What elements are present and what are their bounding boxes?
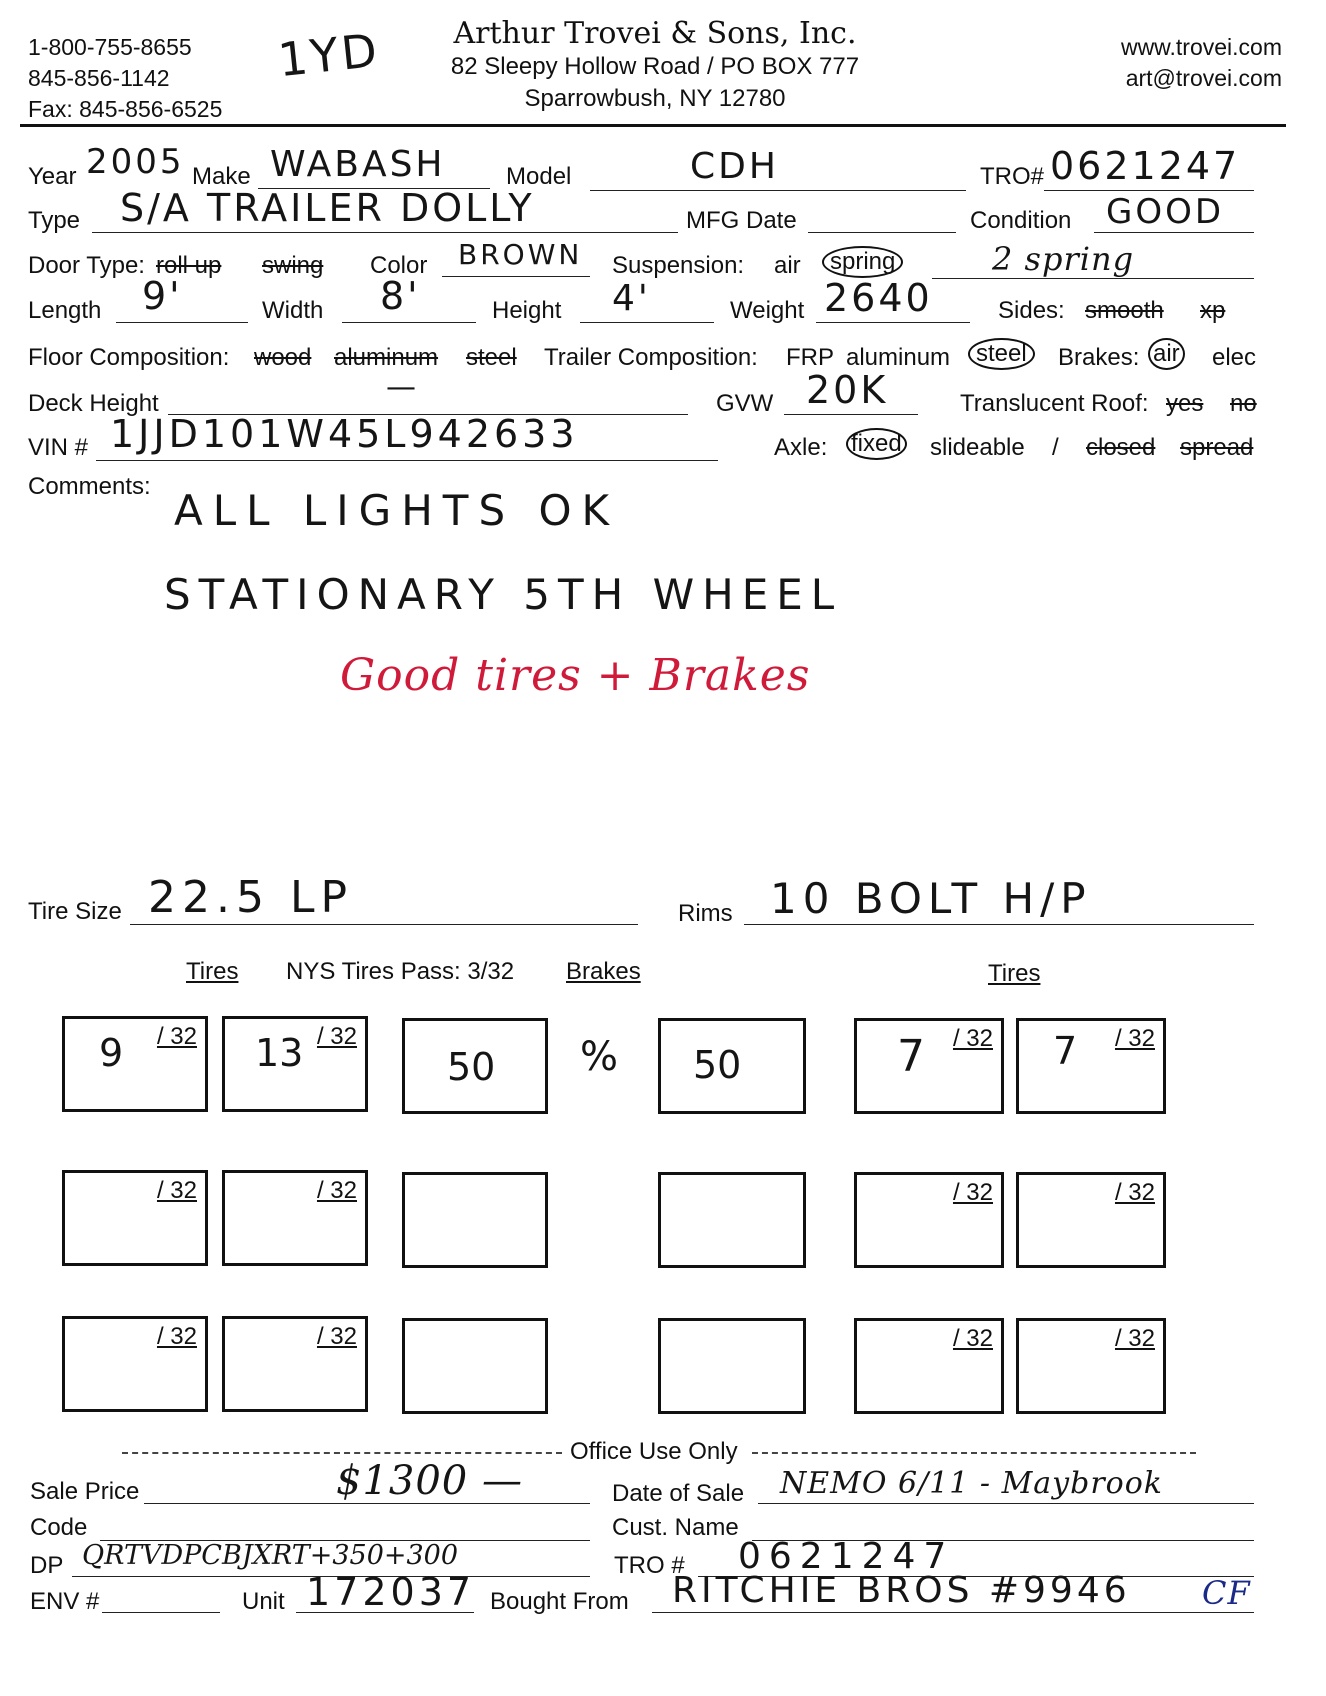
suspension-label: Suspension: — [612, 252, 745, 279]
date-of-sale-line — [758, 1503, 1254, 1504]
floor-opt-wood: wood — [254, 344, 312, 371]
rims-line — [744, 924, 1254, 925]
sides-opt-smooth: smooth — [1085, 297, 1164, 324]
tire-box-r1[interactable] — [854, 1172, 1004, 1268]
tire-box-l2[interactable] — [222, 1170, 368, 1266]
tro-value: 0621247 — [1050, 144, 1241, 188]
tire-box-r2[interactable] — [1016, 1318, 1166, 1414]
brake-value: 50 — [693, 1043, 742, 1087]
sale-price-label: Sale Price — [30, 1478, 140, 1505]
cust-name-label: Cust. Name — [612, 1514, 739, 1541]
unit-label: Unit — [242, 1588, 285, 1615]
color-line — [442, 276, 590, 277]
brake-value: 50 — [447, 1045, 496, 1089]
color-value: BROWN — [458, 238, 583, 271]
header-divider — [20, 124, 1286, 127]
condition-line — [1094, 232, 1254, 233]
width-line — [342, 322, 476, 323]
tro-line — [1044, 190, 1254, 191]
length-value: 9' — [142, 274, 183, 318]
comments-label: Comments: — [28, 473, 151, 500]
initials: CF — [1202, 1574, 1251, 1612]
vin-label: VIN # — [28, 434, 89, 461]
tire-box-r1[interactable] — [854, 1318, 1004, 1414]
company-address-2: Sparrowbush, NY 12780 — [524, 85, 786, 112]
model-label: Model — [506, 163, 572, 190]
tire-value: 7 — [1053, 1029, 1078, 1073]
sale-price-line — [144, 1503, 590, 1504]
weight-label: Weight — [730, 297, 805, 324]
gvw-label: GVW — [716, 390, 774, 417]
rims-value: 10 BOLT H/P — [770, 874, 1092, 923]
code-label: Code — [30, 1514, 88, 1541]
color-label: Color — [370, 252, 428, 279]
tire-box-l1[interactable] — [62, 1316, 208, 1412]
make-value: WABASH — [270, 144, 446, 185]
tire-value: 7 — [897, 1031, 925, 1082]
brake-box-r[interactable] — [658, 1318, 806, 1414]
tire-box-l1[interactable] — [62, 1170, 208, 1266]
header-contact — [28, 32, 222, 125]
vin-line — [96, 460, 718, 461]
tire-value: 13 — [255, 1031, 304, 1075]
axle-opt-spread: spread — [1180, 434, 1254, 461]
office-dash-left — [122, 1452, 562, 1454]
col-tires-left: Tires — [186, 958, 239, 985]
header-web — [1121, 32, 1282, 94]
axle-opt-fixed: fixed — [846, 428, 907, 460]
sides-label: Sides: — [998, 297, 1065, 324]
length-line — [116, 322, 248, 323]
unit-value: 172037 — [306, 1570, 476, 1614]
type-label: Type — [28, 207, 81, 234]
rims-label: Rims — [678, 900, 733, 927]
unit-line — [296, 1612, 474, 1613]
env-line — [102, 1612, 220, 1613]
office-tro-label: TRO # — [614, 1552, 685, 1579]
height-label: Height — [492, 297, 562, 324]
brake-box-l[interactable] — [402, 1018, 548, 1114]
date-of-sale-label: Date of Sale — [612, 1480, 745, 1507]
roof-label: Translucent Roof: — [960, 390, 1149, 417]
door-type-label: Door Type: — [28, 252, 145, 279]
mfg-line — [808, 232, 956, 233]
tire-frac: / 32 — [156, 1323, 197, 1350]
tc-opt-steel: steel — [968, 338, 1035, 370]
company-name: Arthur Trovei & Sons, Inc. — [453, 16, 857, 51]
website-link[interactable]: www.trovei.com — [1120, 34, 1282, 60]
tire-value: 9 — [99, 1031, 124, 1075]
deck-height-label: Deck Height — [28, 390, 159, 417]
handwritten-note: 1YD — [275, 22, 383, 88]
brake-box-l[interactable] — [402, 1172, 548, 1268]
brakes-opt-air: air — [1148, 338, 1185, 370]
roof-opt-no: no — [1230, 390, 1257, 417]
roof-opt-yes: yes — [1166, 390, 1204, 417]
bought-from-line — [652, 1612, 1254, 1613]
tc-opt-aluminum: aluminum — [846, 344, 951, 371]
bought-from-value: RITCHIE BROS #9946 — [672, 1570, 1131, 1611]
floor-label: Floor Composition: — [28, 344, 230, 371]
susp-opt-air: air — [774, 252, 801, 279]
tire-size-line — [130, 924, 638, 925]
tire-frac: / 32 — [952, 1325, 993, 1352]
nys-tires-note: NYS Tires Pass: 3/32 — [286, 958, 515, 985]
axle-label: Axle: — [774, 434, 828, 461]
tire-box-l2[interactable] — [222, 1016, 368, 1112]
deck-height-value: — — [386, 370, 419, 405]
phone-local: 845-856-1142 — [28, 65, 170, 91]
tire-frac: / 32 — [156, 1177, 197, 1204]
floor-opt-aluminum: aluminum — [334, 344, 439, 371]
brakes-label: Brakes: — [1058, 344, 1140, 371]
tire-frac: / 32 — [952, 1025, 993, 1052]
floor-opt-steel: steel — [466, 344, 517, 371]
width-label: Width — [262, 297, 324, 324]
tire-box-l2[interactable] — [222, 1316, 368, 1412]
tire-size-label: Tire Size — [28, 898, 122, 925]
suspension-value: 2 spring — [992, 240, 1135, 278]
condition-label: Condition — [970, 207, 1072, 234]
width-value: 8' — [380, 274, 421, 318]
axle-opt-closed: closed — [1086, 434, 1156, 461]
tire-box-r2[interactable] — [1016, 1172, 1166, 1268]
weight-value: 2640 — [824, 276, 933, 320]
mfg-label: MFG Date — [686, 207, 797, 234]
tire-box-r1[interactable] — [854, 1018, 1004, 1114]
date-of-sale-value: NEMO 6/11 - Maybrook — [780, 1466, 1163, 1501]
model-value: CDH — [690, 146, 779, 187]
vin-value: 1JJD101W45L942633 — [110, 412, 579, 456]
office-use-title: Office Use Only — [570, 1438, 738, 1465]
comment-line-3: Good tires + Brakes — [340, 650, 811, 701]
fax-number: Fax: 845-856-6525 — [28, 96, 223, 122]
tire-frac: / 32 — [1114, 1179, 1155, 1206]
email-link[interactable]: art@trovei.com — [1125, 65, 1282, 91]
year-label: Year — [28, 163, 77, 190]
brakes-opt-elec: elec — [1212, 344, 1257, 371]
tire-frac: / 32 — [316, 1023, 357, 1050]
condition-value: GOOD — [1106, 192, 1225, 232]
tire-frac: / 32 — [952, 1179, 993, 1206]
height-line — [580, 322, 714, 323]
bought-from-label: Bought From — [490, 1588, 629, 1615]
tire-frac: / 32 — [156, 1023, 197, 1050]
tire-frac: / 32 — [316, 1323, 357, 1350]
dp-label: DP — [30, 1552, 64, 1579]
comment-line-1: ALL LIGHTS OK — [174, 486, 620, 535]
tro-label: TRO# — [980, 163, 1045, 190]
tire-box-r2[interactable] — [1016, 1018, 1166, 1114]
axle-opt-slideable: slideable — [930, 434, 1025, 461]
dp-value: QRTVDPCBJXRT+350+300 — [82, 1540, 459, 1571]
brake-percent: % — [580, 1034, 622, 1080]
tc-opt-frp: FRP — [786, 344, 834, 371]
sides-opt-xp: xp — [1200, 297, 1226, 324]
company-address-1: 82 Sleepy Hollow Road / PO BOX 777 — [450, 53, 860, 80]
tire-box-l1[interactable] — [62, 1016, 208, 1112]
suspension-line — [932, 278, 1254, 279]
gvw-line — [784, 414, 918, 415]
height-value: 4' — [612, 278, 651, 319]
brake-box-r[interactable] — [658, 1018, 806, 1114]
office-dash-right — [752, 1452, 1196, 1454]
type-line — [92, 232, 678, 233]
model-line — [590, 190, 966, 191]
make-label: Make — [192, 163, 251, 190]
tire-frac: / 32 — [1114, 1325, 1155, 1352]
company-block — [350, 16, 960, 115]
phone-tollfree: 1-800-755-8655 — [28, 34, 192, 60]
trailer-comp-label: Trailer Composition: — [544, 344, 758, 371]
sale-price-value: $1300 — — [336, 1458, 523, 1504]
gvw-value: 20K — [806, 368, 889, 412]
col-tires-right: Tires — [988, 960, 1041, 987]
tire-frac: / 32 — [316, 1177, 357, 1204]
col-brakes: Brakes — [566, 958, 641, 985]
brake-box-l[interactable] — [402, 1318, 548, 1414]
year-value: 2005 — [86, 142, 185, 182]
type-value: S/A TRAILER DOLLY — [120, 186, 535, 230]
tire-size-value: 22.5 LP — [148, 872, 354, 923]
door-opt-rollup: roll up — [156, 252, 222, 279]
susp-opt-spring: spring — [822, 246, 903, 278]
door-opt-swing: swing — [262, 252, 324, 279]
brake-box-r[interactable] — [658, 1172, 806, 1268]
tire-frac: / 32 — [1114, 1025, 1155, 1052]
office-tro-value: 0621247 — [738, 1536, 955, 1577]
weight-line — [816, 322, 970, 323]
comment-line-2: STATIONARY 5TH WHEEL — [164, 570, 843, 619]
env-label: ENV # — [30, 1588, 100, 1615]
length-label: Length — [28, 297, 102, 324]
axle-separator: / — [1052, 434, 1059, 461]
